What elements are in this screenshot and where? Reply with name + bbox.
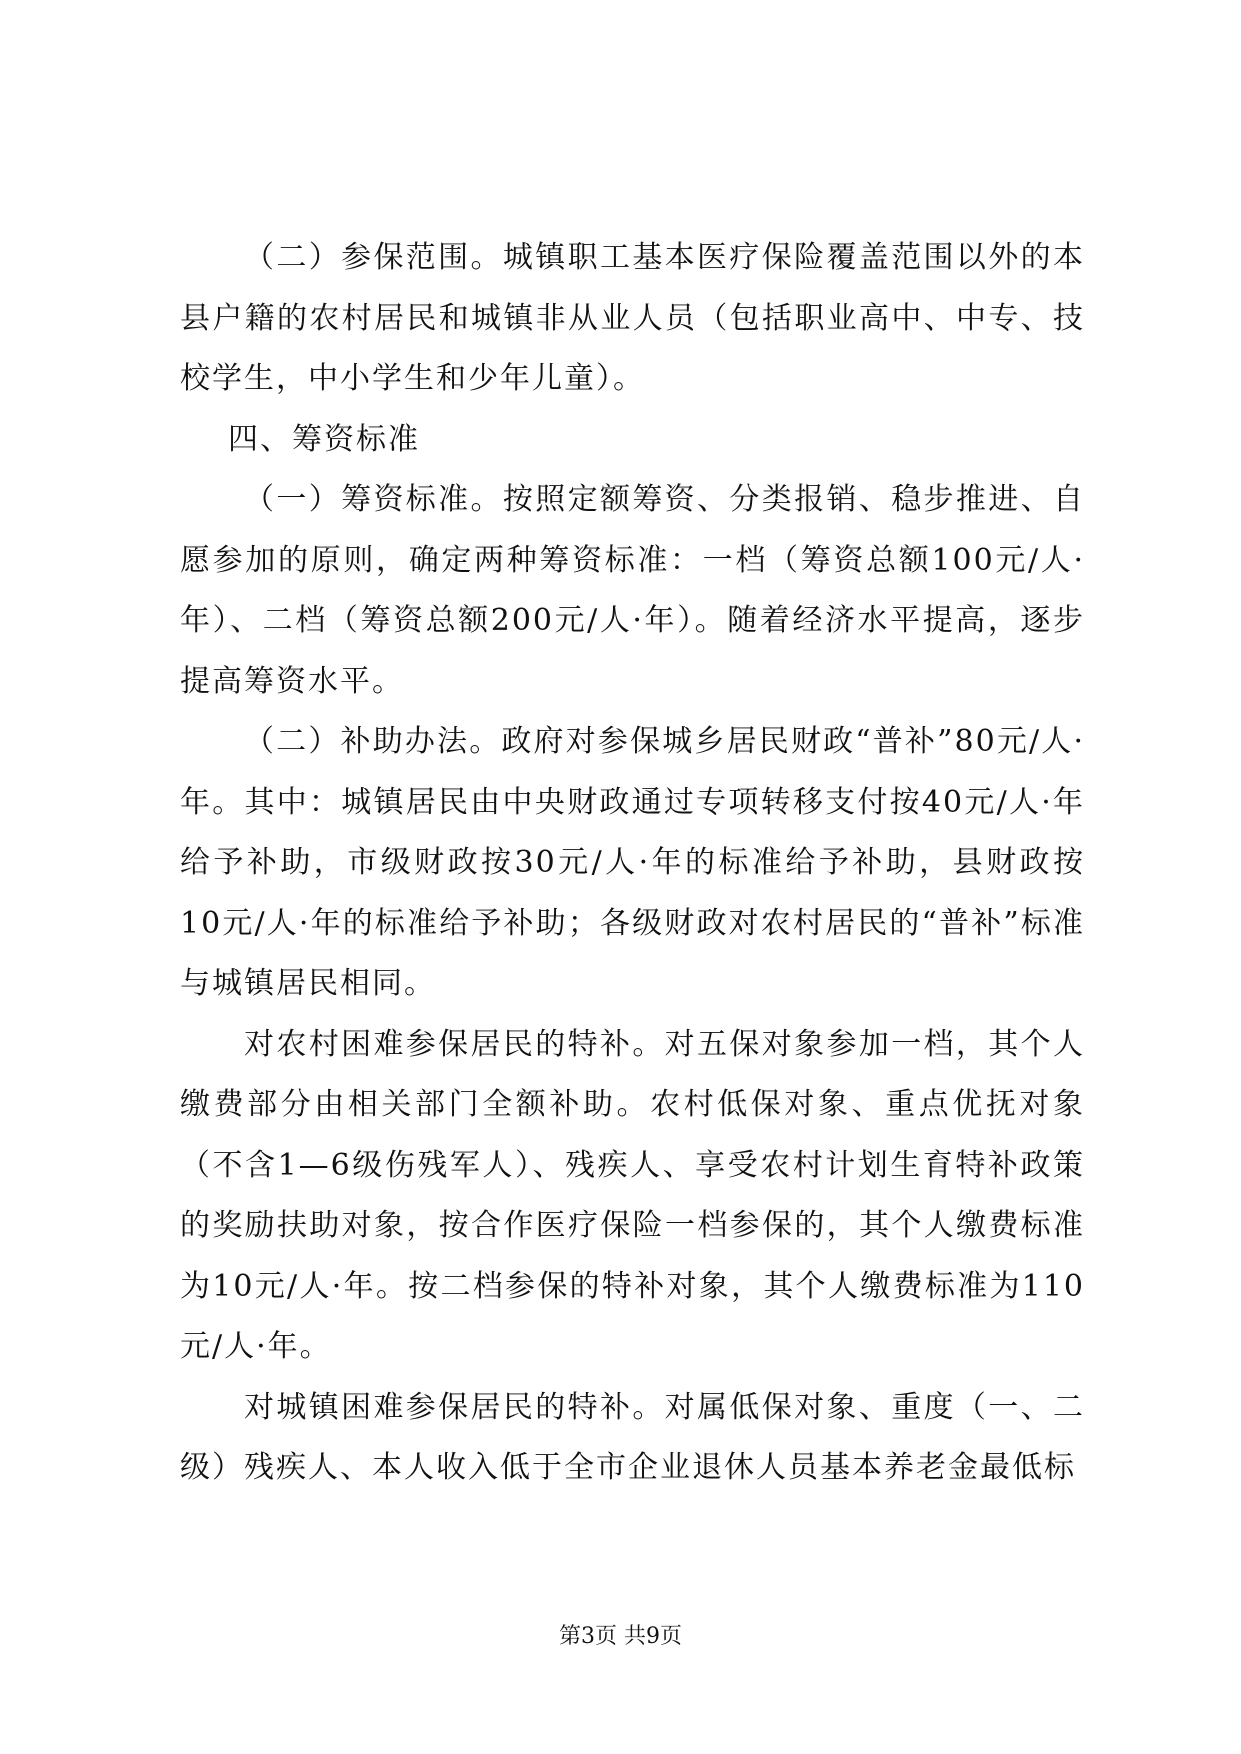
paragraph-subsidy-method: （二）补助办法。政府对参保城乡居民财政“普补”80元/人·年。其中：城镇居民由中央财政通过专项转移支付按40元/人·年给予补助，市级财政按30元/人·年的标准给予补助，县财政按10元/人·年的标准给予补助；各级财政对农村居民的“普补”标准与城镇居民相同。 bbox=[180, 724, 1085, 1001]
document-body bbox=[180, 228, 1085, 1499]
paragraph-insurance-scope: （二）参保范围。城镇职工基本医疗保险覆盖范围以外的本县户籍的农村居民和城镇非从业人员（包括职业高中、中专、技校学生，中小学生和少年儿童）。 bbox=[180, 240, 1085, 396]
paragraph-urban-special-subsidy: 对城镇困难参保居民的特补。对属低保对象、重度（一、二级）残疾人、本人收入低于全市企业退休人员基本养老金最低标 bbox=[180, 1389, 1085, 1485]
section-heading-funding-standard: 四、筹资标准 bbox=[228, 421, 420, 457]
paragraph-funding-standard: （一）筹资标准。按照定额筹资、分类报销、稳步推进、自愿参加的原则，确定两种筹资标准：一档（筹资总额100元/人·年）、二档（筹资总额200元/人·年）。随着经济水平提高，逐步提高筹资水平。 bbox=[180, 482, 1085, 699]
page-footer: 第3页 共9页 bbox=[559, 1624, 682, 1649]
paragraph-rural-special-subsidy: 对农村困难参保居民的特补。对五保对象参加一档，其个人缴费部分由相关部门全额补助。农村低保对象、重点优抚对象（不含1—6级伤残军人）、残疾人、享受农村计划生育特补政策的奖励扶助对象，按合作医疗保险一档参保的，其个人缴费标准为10元/人·年。按二档参保的特补对象，其个人缴费标准为110元/人·年。 bbox=[180, 1026, 1085, 1364]
